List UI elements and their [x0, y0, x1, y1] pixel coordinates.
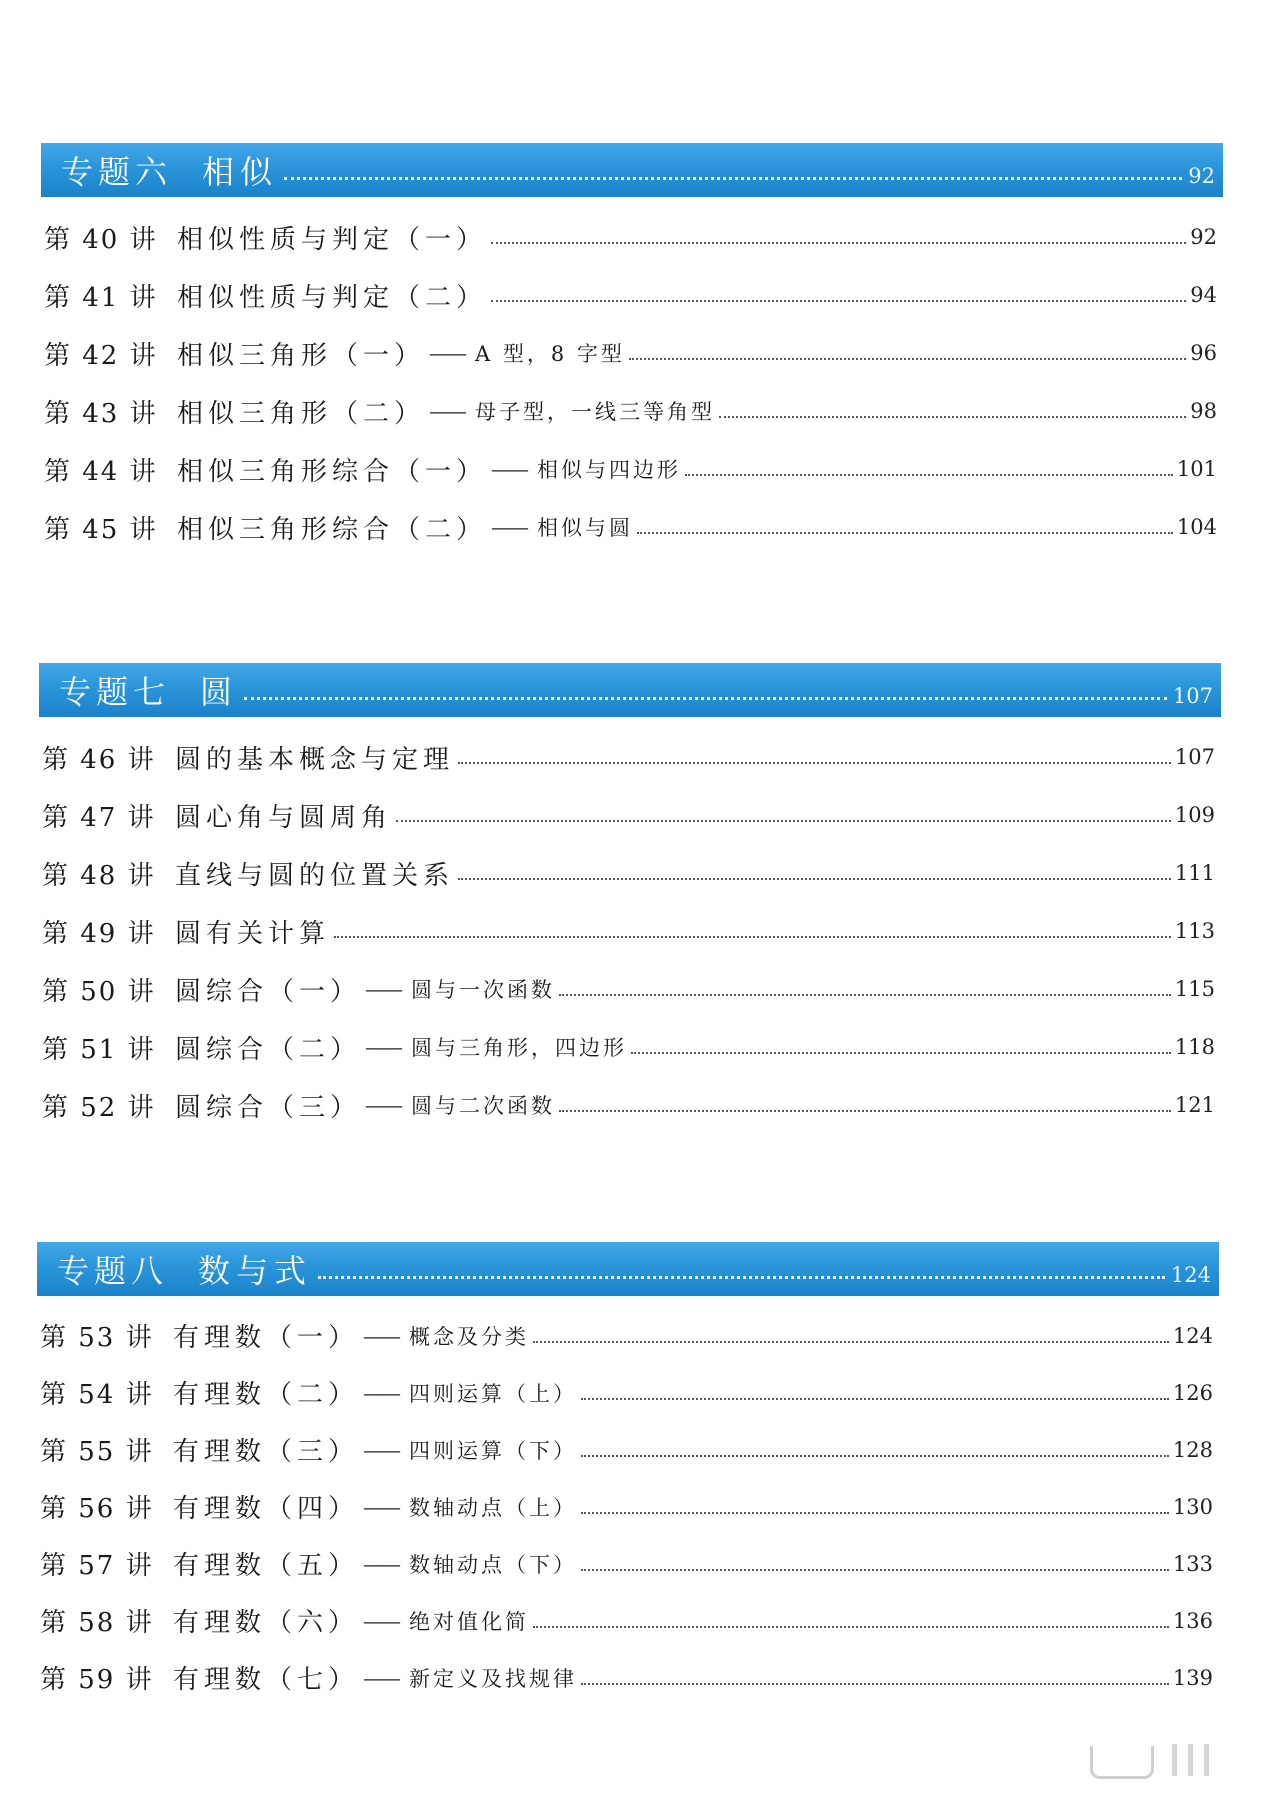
- lesson-page-number: 92: [1190, 225, 1217, 249]
- section-header-bar: [39, 663, 1221, 717]
- section-header-bar: [37, 1242, 1219, 1296]
- lesson-subtitle: 相似与四边形: [537, 458, 682, 482]
- lesson-number: 第 44 讲: [44, 456, 158, 487]
- section-page-number: 107: [1172, 684, 1213, 708]
- lesson-row: [40, 1649, 1213, 1706]
- dot-leader: [318, 1276, 1165, 1279]
- lesson-page-number: 101: [1176, 457, 1217, 481]
- lesson-subtitle: 圆与三角形，四边形: [411, 1036, 628, 1060]
- dot-leader: [458, 878, 1171, 880]
- lesson-row: [40, 1592, 1213, 1649]
- lesson-page-number: 126: [1172, 1380, 1213, 1405]
- watermark-cup-shape: [1090, 1746, 1154, 1779]
- lesson-page-number: 94: [1190, 283, 1217, 307]
- lesson-subtitle: 概念及分类: [409, 1324, 530, 1349]
- lesson-title: 相似三角形综合（一）: [177, 456, 488, 487]
- lesson-number: 第 59 讲: [40, 1665, 154, 1695]
- lesson-title: 有理数（七）: [173, 1665, 360, 1695]
- lesson-page-number: 136: [1172, 1608, 1213, 1633]
- section-page-number: 124: [1170, 1263, 1211, 1287]
- lesson-subtitle: 数轴动点（上）: [409, 1495, 578, 1520]
- lesson-number: 第 43 讲: [44, 398, 158, 429]
- lesson-title: 有理数（三）: [173, 1437, 360, 1467]
- lesson-dash: ——: [363, 1494, 400, 1519]
- lesson-page-number: 104: [1176, 515, 1217, 539]
- watermark-logo: [1090, 1742, 1260, 1782]
- dot-leader: [629, 358, 1186, 360]
- section-label: 专题七: [59, 673, 171, 711]
- lesson-number: 第 49 讲: [42, 918, 156, 949]
- lesson-page-number: 113: [1174, 919, 1215, 943]
- watermark-bar: [1188, 1744, 1193, 1776]
- lesson-dash: ——: [365, 1035, 402, 1059]
- toc-section: [39, 663, 1221, 1134]
- lesson-title: 圆综合（一）: [175, 976, 362, 1007]
- lesson-title: 圆的基本概念与定理: [175, 744, 455, 775]
- lesson-number: 第 53 讲: [40, 1323, 154, 1353]
- lesson-title: 相似三角形（一）: [177, 340, 426, 371]
- lesson-number: 第 56 讲: [40, 1494, 154, 1524]
- lesson-list: [41, 208, 1223, 556]
- lesson-title: 有理数（四）: [173, 1494, 360, 1524]
- dot-leader: [631, 1052, 1171, 1054]
- lesson-dash: ——: [363, 1437, 400, 1462]
- lesson-row: [44, 440, 1217, 498]
- lesson-row: [44, 382, 1217, 440]
- lesson-title: 圆综合（三）: [175, 1092, 362, 1123]
- dot-leader: [458, 762, 1171, 764]
- lesson-row: [42, 960, 1215, 1018]
- lesson-row: [44, 208, 1217, 266]
- lesson-page-number: 121: [1174, 1093, 1215, 1117]
- lesson-title: 有理数（二）: [173, 1380, 360, 1410]
- dot-leader: [559, 994, 1171, 996]
- lesson-title: 相似三角形（二）: [177, 398, 426, 429]
- lesson-row: [40, 1421, 1213, 1478]
- dot-leader: [719, 416, 1186, 418]
- lesson-row: [40, 1478, 1213, 1535]
- section-label: 专题六: [61, 153, 173, 191]
- lesson-dash: ——: [365, 1093, 402, 1117]
- dot-leader: [581, 1569, 1169, 1571]
- lesson-number: 第 48 讲: [42, 860, 156, 891]
- section-label: 专题八: [57, 1252, 169, 1290]
- lesson-number: 第 45 讲: [44, 514, 158, 545]
- lesson-number: 第 52 讲: [42, 1092, 156, 1123]
- lesson-dash: ——: [491, 515, 528, 539]
- lesson-page-number: 111: [1174, 861, 1215, 885]
- lesson-title: 相似三角形综合（二）: [177, 514, 488, 545]
- lesson-title: 圆综合（二）: [175, 1034, 362, 1065]
- lesson-page-number: 133: [1172, 1551, 1213, 1576]
- lesson-page-number: 109: [1174, 803, 1215, 827]
- lesson-number: 第 58 讲: [40, 1608, 154, 1638]
- lesson-page-number: 96: [1190, 341, 1217, 365]
- lesson-dash: ——: [491, 457, 528, 481]
- section-header-bar: [41, 143, 1223, 197]
- lesson-number: 第 51 讲: [42, 1034, 156, 1065]
- dot-leader: [637, 532, 1173, 534]
- lesson-subtitle: 圆与二次函数: [411, 1094, 556, 1118]
- lesson-dash: ——: [363, 1323, 400, 1348]
- lesson-dash: ——: [365, 977, 402, 1001]
- lesson-dash: ——: [363, 1551, 400, 1576]
- dot-leader: [581, 1398, 1169, 1400]
- dot-leader: [334, 936, 1171, 938]
- lesson-page-number: 130: [1172, 1494, 1213, 1519]
- lesson-dash: ——: [429, 341, 466, 365]
- section-title: 相似: [202, 153, 279, 191]
- lesson-title: 圆有关计算: [175, 918, 331, 949]
- lesson-row: [40, 1364, 1213, 1421]
- lesson-number: 第 42 讲: [44, 340, 158, 371]
- dot-leader: [396, 820, 1171, 822]
- lesson-list: [37, 1307, 1219, 1706]
- lesson-page-number: 107: [1174, 745, 1215, 769]
- dot-leader: [491, 300, 1186, 302]
- lesson-title: 相似性质与判定（二）: [177, 282, 488, 313]
- lesson-number: 第 47 讲: [42, 802, 156, 833]
- lesson-subtitle: 相似与圆: [537, 516, 634, 540]
- lesson-dash: ——: [363, 1665, 400, 1690]
- lesson-number: 第 41 讲: [44, 282, 158, 313]
- lesson-subtitle: A 型，8 字型: [475, 342, 625, 366]
- dot-leader: [244, 697, 1167, 700]
- dot-leader: [533, 1626, 1169, 1628]
- lesson-row: [42, 1018, 1215, 1076]
- lesson-number: 第 50 讲: [42, 976, 156, 1007]
- dot-leader: [581, 1683, 1169, 1685]
- lesson-dash: ——: [429, 399, 466, 423]
- lesson-subtitle: 四则运算（下）: [409, 1438, 578, 1463]
- section-title: 数与式: [198, 1252, 313, 1290]
- lesson-row: [44, 498, 1217, 556]
- lesson-subtitle: 新定义及找规律: [409, 1666, 578, 1691]
- lesson-row: [42, 786, 1215, 844]
- dot-leader: [581, 1455, 1169, 1457]
- lesson-page-number: 98: [1190, 399, 1217, 423]
- dot-leader: [581, 1512, 1169, 1514]
- lesson-row: [42, 1076, 1215, 1134]
- lesson-title: 相似性质与判定（一）: [177, 224, 488, 255]
- lesson-subtitle: 母子型，一线三等角型: [475, 400, 716, 424]
- lesson-list: [39, 728, 1221, 1134]
- dot-leader: [491, 242, 1186, 244]
- lesson-row: [40, 1307, 1213, 1364]
- lesson-subtitle: 绝对值化简: [409, 1609, 530, 1634]
- toc-section: [41, 143, 1223, 556]
- lesson-row: [44, 266, 1217, 324]
- lesson-subtitle: 数轴动点（下）: [409, 1552, 578, 1577]
- section-page-number: 92: [1188, 164, 1215, 188]
- lesson-row: [42, 902, 1215, 960]
- lesson-subtitle: 圆与一次函数: [411, 978, 556, 1002]
- lesson-number: 第 57 讲: [40, 1551, 154, 1581]
- dot-leader: [533, 1341, 1169, 1343]
- lesson-dash: ——: [363, 1380, 400, 1405]
- watermark-bar: [1172, 1744, 1177, 1776]
- lesson-dash: ——: [363, 1608, 400, 1633]
- lesson-subtitle: 四则运算（上）: [409, 1381, 578, 1406]
- dot-leader: [559, 1110, 1171, 1112]
- lesson-title: 圆心角与圆周角: [175, 802, 393, 833]
- lesson-number: 第 40 讲: [44, 224, 158, 255]
- lesson-page-number: 118: [1174, 1035, 1215, 1059]
- toc-section: [37, 1242, 1219, 1706]
- dot-leader: [685, 474, 1173, 476]
- lesson-page-number: 124: [1172, 1323, 1213, 1348]
- lesson-number: 第 54 讲: [40, 1380, 154, 1410]
- lesson-number: 第 55 讲: [40, 1437, 154, 1467]
- lesson-page-number: 128: [1172, 1437, 1213, 1462]
- lesson-number: 第 46 讲: [42, 744, 156, 775]
- lesson-row: [42, 844, 1215, 902]
- lesson-title: 有理数（六）: [173, 1608, 360, 1638]
- lesson-title: 有理数（五）: [173, 1551, 360, 1581]
- lesson-page-number: 139: [1172, 1665, 1213, 1690]
- lesson-page-number: 115: [1174, 977, 1215, 1001]
- lesson-title: 有理数（一）: [173, 1323, 360, 1353]
- lesson-row: [40, 1535, 1213, 1592]
- dot-leader: [284, 177, 1182, 180]
- watermark-bar: [1204, 1744, 1209, 1776]
- lesson-row: [44, 324, 1217, 382]
- lesson-row: [42, 728, 1215, 786]
- section-title: 圆: [200, 673, 239, 711]
- lesson-title: 直线与圆的位置关系: [175, 860, 455, 891]
